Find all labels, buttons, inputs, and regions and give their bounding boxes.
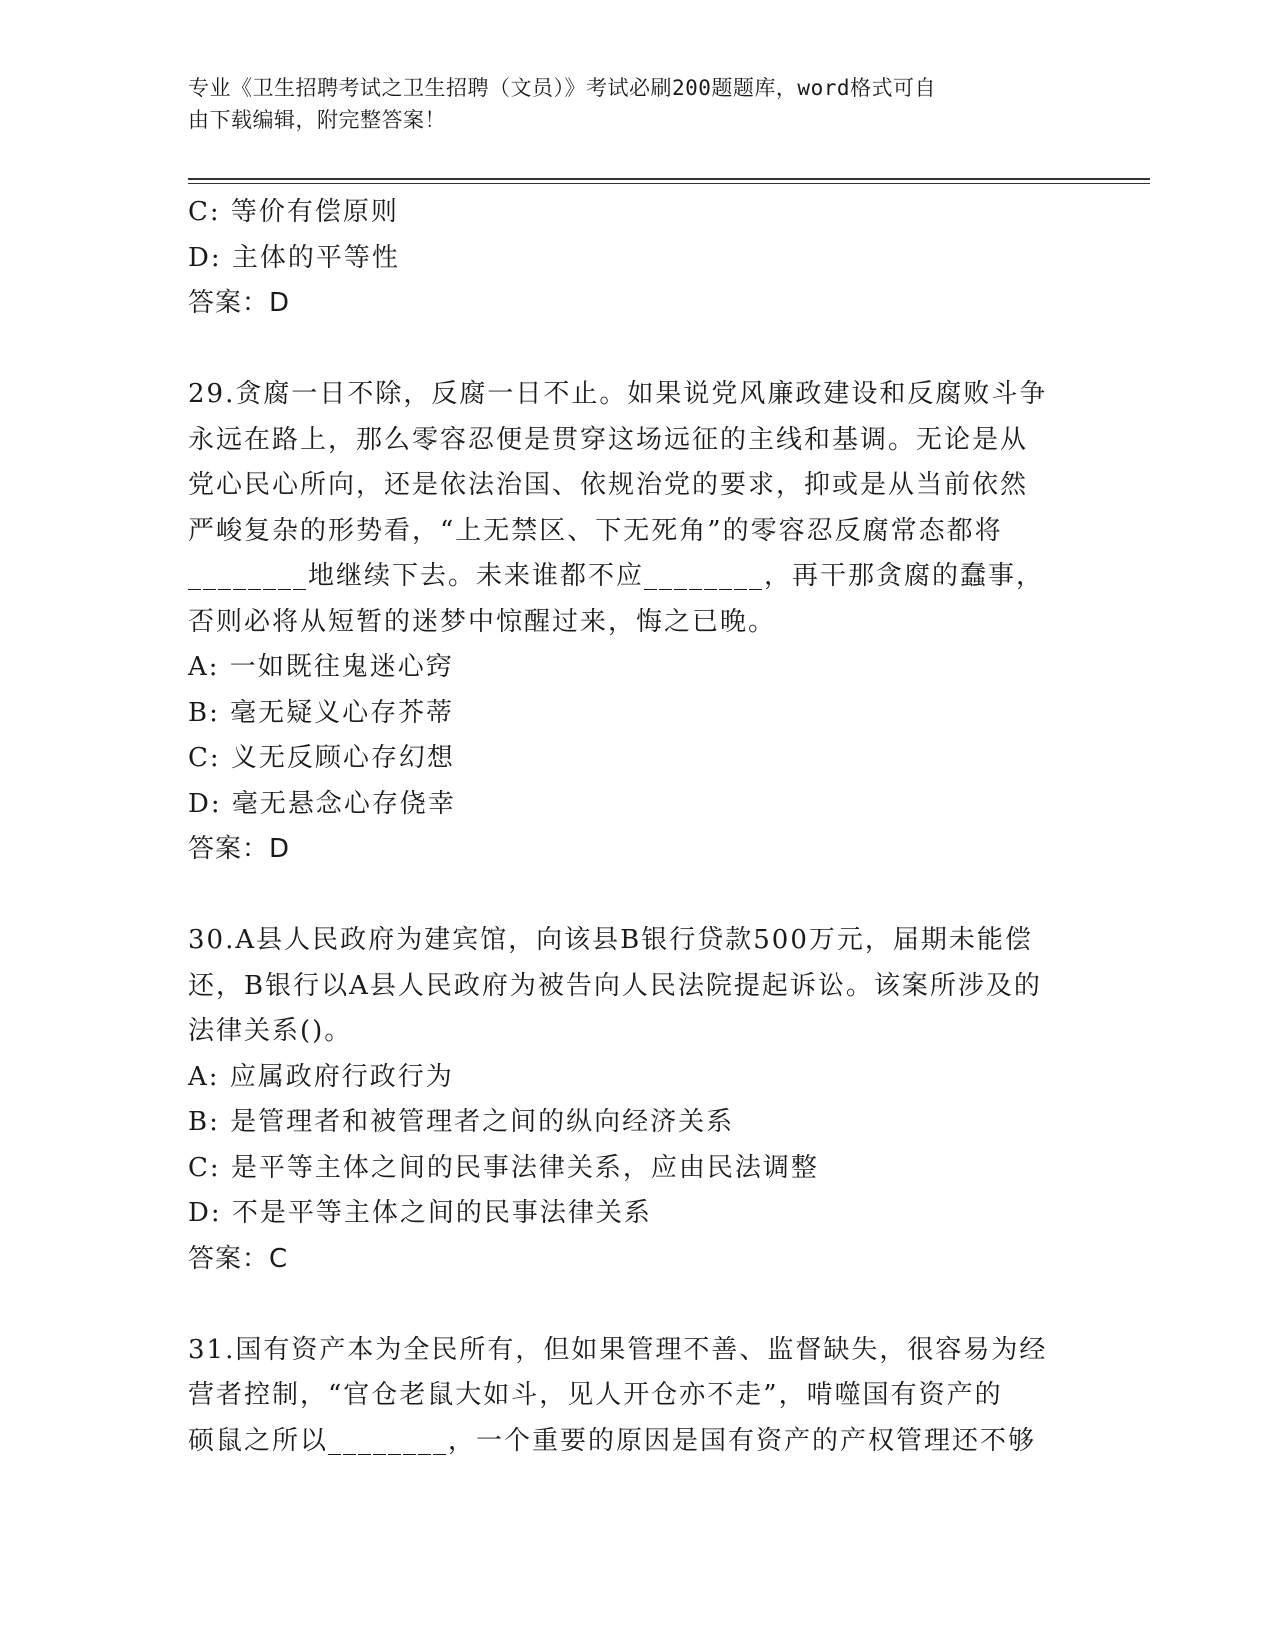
question-text-line: 30.A县人民政府为建宾馆，向该县B银行贷款500万元，届期未能偿	[188, 925, 1033, 955]
question-28-tail	[188, 190, 1088, 327]
document-header	[188, 72, 1068, 136]
question-text-line: 营者控制，“官仓老鼠大如斗，见人开仓亦不走”，啃噬国有资产的	[188, 1380, 1003, 1410]
option-d: D: 主体的平等性	[188, 242, 400, 273]
header-rule-thick	[188, 178, 1150, 180]
question-text-line: 党心民心所向，还是依法治国、依规治党的要求，抑或是从当前依然	[188, 470, 1029, 500]
answer-line: 答案：C	[188, 1243, 289, 1274]
document-body	[188, 190, 1088, 1464]
spacer	[188, 327, 1088, 373]
question-text-line: 31.国有资产本为全民所有，但如果管理不善、监督缺失，很容易为经	[188, 1334, 1048, 1365]
question-text-line: 否则必将从短暂的迷梦中惊醒过来，悔之已晚。	[188, 606, 777, 637]
option-c: C: 义无反顾心存幻想	[188, 743, 455, 773]
question-text-line: 严峻复杂的形势看，“上无禁区、下无死角”的零容忍反腐常态都将	[188, 515, 1003, 546]
option-c: C: 是平等主体之间的民事法律关系，应由民法调整	[188, 1152, 819, 1183]
header-line-2: 由下载编辑，附完整答案！	[188, 108, 446, 132]
spacer	[188, 1282, 1088, 1328]
question-text-line: ________地继续下去。未来谁都不应________，再干那贪腐的蠢事，	[188, 561, 1045, 591]
header-rule-thin	[188, 183, 1150, 184]
option-a: A: 一如既往鬼迷心窍	[188, 652, 454, 682]
question-text-line: 法律关系()。	[188, 1016, 353, 1046]
header-line-1: 专业《卫生招聘考试之卫生招聘（文员）》考试必刷200题题库，word格式可自	[188, 76, 936, 100]
question-text-line: 29.贪腐一日不除，反腐一日不止。如果说党风廉政建设和反腐败斗争	[188, 379, 1048, 409]
question-31	[188, 1328, 1088, 1465]
option-a: A: 应属政府行政行为	[188, 1061, 454, 1092]
answer-line: 答案：D	[188, 834, 291, 864]
option-d: D: 毫无悬念心存侥幸	[188, 788, 456, 819]
question-text-line: 硕鼠之所以________，一个重要的原因是国有资产的产权管理还不够	[188, 1425, 1037, 1456]
spacer	[188, 873, 1088, 919]
option-d: D: 不是平等主体之间的民事法律关系	[188, 1198, 652, 1228]
question-29	[188, 372, 1088, 873]
option-b: B: 毫无疑义心存芥蒂	[188, 697, 455, 728]
question-text-line: 还，B银行以A县人民政府为被告向人民法院提起诉讼。该案所涉及的	[188, 970, 1042, 1001]
option-b: B: 是管理者和被管理者之间的纵向经济关系	[188, 1107, 735, 1137]
question-30	[188, 918, 1088, 1282]
answer-line: 答案：D	[188, 288, 291, 318]
question-text-line: 永远在路上，那么零容忍便是贯穿这场远征的主线和基调。无论是从	[188, 424, 1029, 455]
option-c: C: 等价有偿原则	[188, 197, 399, 227]
